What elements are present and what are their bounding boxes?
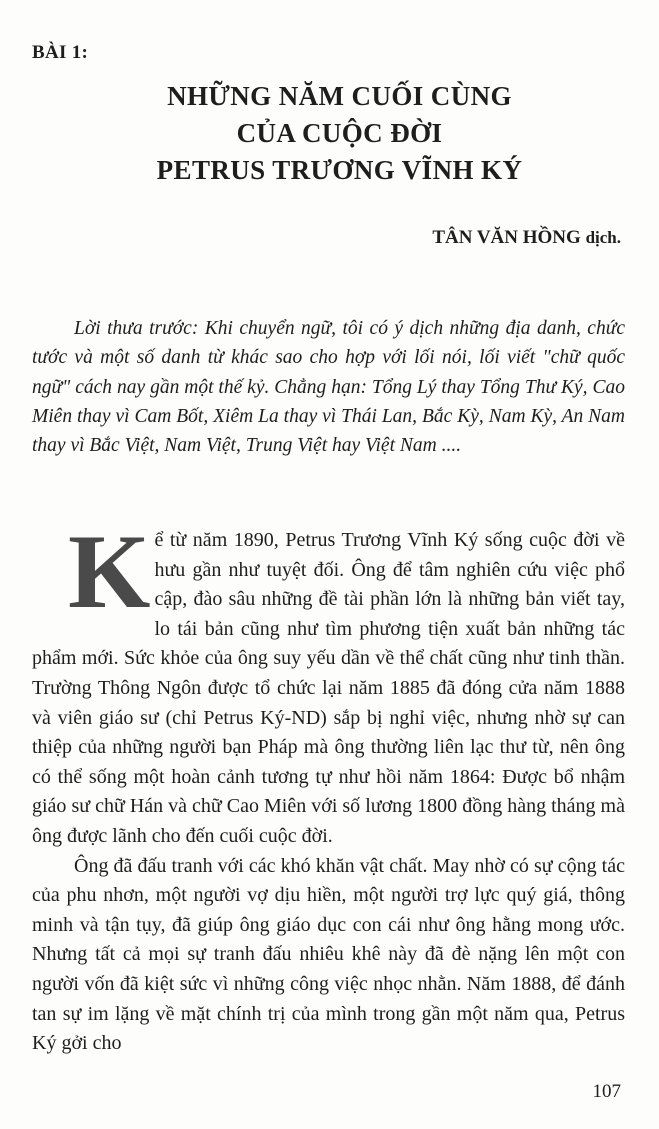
- drop-cap: K: [68, 513, 151, 630]
- body-paragraph-1-text: ể từ năm 1890, Petrus Trương Vĩnh Ký sống cuộc đời về hưu gần như tuyệt đối. Ông để tâm nghiên cứu việc phổ cập, đào sâu những đề tài phần lớn là những bản viết tay, lo tái bản cũng như tìm phương tiện xuất bản những tác phẩm mới. Sức khỏe của ông suy yếu dần về thể chất cũng như tinh thần. Trường Thông Ngôn được tổ chức lại năm 1885 đã đóng cửa năm 1888 và viên giáo sư (chỉ Petrus Ký-ND) sắp bị nghỉ việc, nhưng nhờ sự can thiệp của những người bạn Pháp mà ông thường liên lạc thư từ, nên ông có thể sống một hoàn cảnh tương tự như hồi năm 1864: Được bổ nhậm giáo sư chữ Hán và chữ Cao Miên với số lương 1800 đồng hàng tháng mà ông được lãnh cho đến cuối cuộc đời.: [32, 529, 625, 847]
- page-number: 107: [592, 1081, 621, 1102]
- body-paragraph-1: [32, 513, 625, 852]
- title-line-3: PETRUS TRƯƠNG VĨNH KÝ: [156, 155, 523, 185]
- translator-suffix: dịch.: [585, 228, 621, 247]
- translator-byline: [432, 227, 621, 249]
- article-title: [0, 78, 659, 189]
- title-line-2: CỦA CUỘC ĐỜI: [236, 118, 443, 148]
- body-paragraph-2: Ông đã đấu tranh với các khó khăn vật chất. May nhờ có sự cộng tác của phu nhơn, một người vợ dịu hiền, một người trợ lực quý giá, thông minh và tận tụy, đã giúp ông giáo dục con cái như ông hằng mong ước. Nhưng tất cả mọi sự tranh đấu nhiêu khê này đã đè nặng lên một con người vốn đã kiệt sức vì những công việc nhọc nhằn. Năm 1888, để đánh tan sự im lặng về mặt chính trị của mình trong gần một năm qua, Petrus Ký gởi cho: [32, 854, 625, 1055]
- article-body: [32, 513, 625, 1059]
- title-line-1: NHỮNG NĂM CUỐI CÙNG: [167, 81, 512, 111]
- translator-name: TÂN VĂN HỒNG: [432, 227, 581, 248]
- translator-preface: Lời thưa trước: Khi chuyển ngữ, tôi có ý dịch những địa danh, chức tước và một số danh từ khác sao cho hợp với lối nói, lối viết "chữ quốc ngữ" cách nay gần một thế kỷ. Chẳng hạn: Tổng Lý thay Tổng Thư Ký, Cao Miên thay vì Cam Bốt, Xiêm La thay vì Thái Lan, Bắc Kỳ, Nam Kỳ, An Nam thay vì Bắc Việt, Nam Việt, Trung Việt hay Việt Nam ....: [32, 318, 625, 457]
- lesson-label: BÀI 1:: [32, 42, 89, 63]
